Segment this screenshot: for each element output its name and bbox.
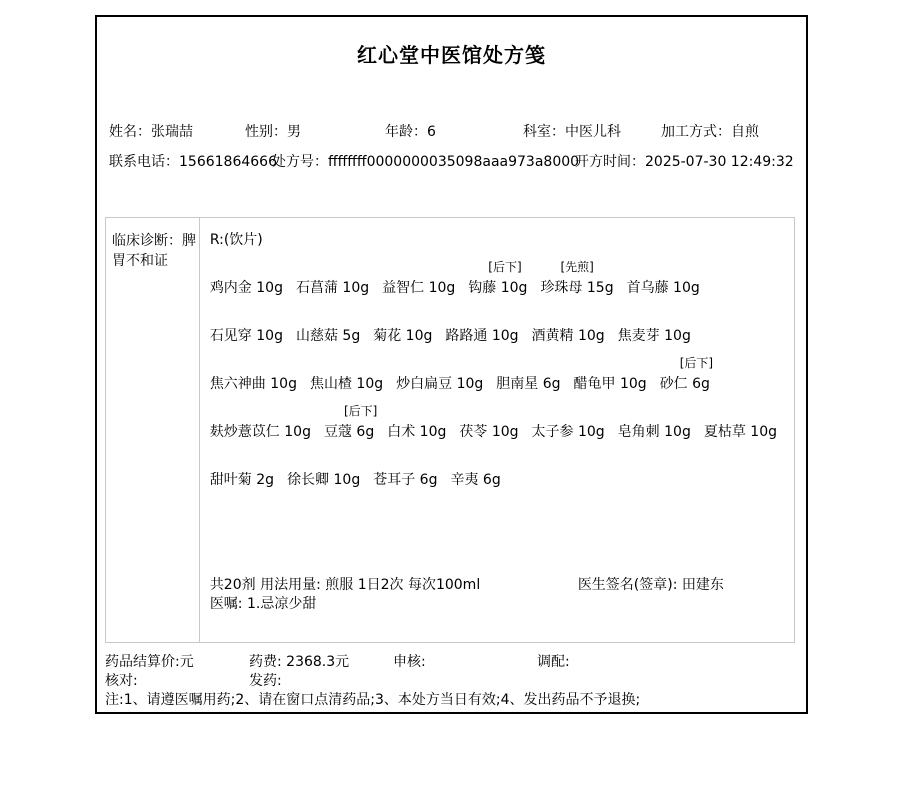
herb-item: 醋龟甲 10g — [573, 376, 647, 392]
prescription-sheet — [95, 15, 808, 714]
info-field — [661, 121, 759, 141]
info-label: 年龄： — [385, 124, 427, 140]
info-value: 2025-07-30 12:49:32 — [645, 154, 794, 170]
herb-item: 焦山楂 10g — [309, 376, 384, 392]
herb-item: 白术 10g — [387, 424, 447, 440]
herb-item: 徐长卿 10g — [287, 472, 361, 488]
issue-label: 发药: — [249, 673, 282, 689]
info-field — [245, 121, 301, 141]
herb-line — [209, 260, 790, 297]
herb-item: 石菖蒲 10g — [295, 280, 370, 296]
herb-item: 焦麦芽 10g — [617, 328, 691, 344]
info-label: 处方号： — [272, 154, 328, 170]
diagnosis-label: 临床诊断： — [112, 233, 182, 249]
medicine-fee — [249, 651, 349, 671]
herb-item: 路路通 10g — [445, 328, 519, 344]
herb-line — [210, 327, 790, 345]
usage-text: 共20剂 用法用量: 煎服 1日2次 每次100ml — [209, 577, 481, 593]
clinic-title: 红心堂中医馆处方笺 — [357, 43, 546, 67]
info-field — [109, 151, 277, 171]
medical-advice: 医嘱: 1.忌凉少甜 — [209, 596, 317, 612]
prescription-box — [105, 217, 795, 643]
herb-item: 皂角刺 10g — [617, 424, 691, 440]
herb-item: 苍耳子 6g — [373, 472, 438, 488]
herb-item: 菊花 10g — [373, 328, 433, 344]
check-label: 核对: — [105, 673, 138, 689]
herb-item: 砂仁 6g [后下] — [659, 356, 714, 392]
herb-lines — [209, 260, 790, 489]
info-field — [575, 151, 794, 171]
herb-decoction-note: [后下] — [679, 356, 714, 370]
info-value: 男 — [287, 124, 301, 140]
herb-item: 麸炒薏苡仁 10g — [209, 424, 311, 440]
info-field — [272, 151, 579, 171]
herb-item: 首乌藤 10g — [626, 280, 700, 296]
doctor-signature — [578, 576, 724, 595]
herb-item: 茯苓 10g — [459, 424, 519, 440]
herb-item: 辛夷 6g — [450, 472, 501, 488]
info-label: 联系电话： — [109, 154, 179, 170]
note-text: 注:1、请遵医嘱用药;2、请在窗口点清药品;3、本处方当日有效;4、发出药品不予退换; — [105, 692, 641, 708]
fee-value: 2368.3元 — [286, 654, 350, 670]
herb-item: 鸡内金 10g — [209, 280, 283, 296]
info-value: 张瑞喆 — [151, 124, 193, 140]
footer-note — [105, 689, 805, 709]
usage-block — [210, 576, 790, 614]
prescription-content — [200, 218, 794, 642]
herb-decoction-note: [后下] — [343, 404, 378, 418]
herb-item: 夏枯草 10g — [703, 424, 777, 440]
herb-line — [209, 404, 790, 441]
review-label: 申核: — [393, 654, 426, 670]
herb-item: 焦六神曲 10g — [209, 376, 297, 392]
herb-item: 炒白扁豆 10g — [396, 376, 484, 392]
usage-line — [210, 576, 790, 595]
rx-header: R:(饮片) — [209, 232, 263, 248]
info-value: 自煎 — [731, 124, 759, 140]
info-value: 6 — [427, 124, 436, 140]
patient-info-row-1 — [97, 121, 806, 141]
info-value: ffffffff0000000035098aaa973a8000 — [328, 154, 580, 170]
herb-item: 酒黄精 10g — [531, 328, 605, 344]
footer — [105, 651, 805, 709]
info-field — [523, 121, 621, 141]
info-field — [385, 121, 436, 141]
info-label: 加工方式： — [661, 124, 731, 140]
settlement-price-label: 药品结算价:元 — [105, 654, 194, 670]
info-value: 15661864666 — [179, 154, 277, 170]
info-label: 开方时间： — [575, 154, 645, 170]
herb-item: 石见穿 10g — [209, 328, 283, 344]
herb-decoction-note: [先煎] — [560, 260, 594, 274]
herb-item: 益智仁 10g — [382, 280, 456, 296]
herb-item: 甜叶菊 2g — [209, 472, 275, 488]
herb-item: 山慈菇 5g — [295, 328, 361, 344]
info-label: 科室： — [523, 124, 565, 140]
herb-decoction-note: [后下] — [488, 260, 522, 274]
footer-row-2 — [105, 670, 805, 689]
patient-info-row-2 — [97, 151, 806, 171]
clinical-diagnosis-cell — [106, 218, 200, 642]
info-label: 姓名： — [109, 124, 151, 140]
doctor-name: 田建东 — [681, 577, 724, 593]
herb-item: 珍珠母 15g [先煎] — [540, 260, 614, 296]
diagnosis-value: 脾胃不和证 — [112, 233, 196, 269]
herb-item: 胆南星 6g — [496, 376, 561, 392]
doctor-signature-label: 医生签名(签章): — [577, 577, 682, 593]
herb-line — [209, 356, 790, 393]
info-label: 性别： — [245, 124, 287, 140]
fee-label: 药费: — [249, 654, 287, 670]
herb-line — [210, 471, 790, 489]
dispense-label: 调配: — [537, 654, 570, 670]
info-value: 中医儿科 — [565, 124, 621, 140]
info-field — [109, 121, 193, 141]
herb-item: 豆蔻 6g [后下] — [323, 404, 378, 440]
herb-item: 太子参 10g — [531, 424, 605, 440]
footer-row-1 — [105, 651, 805, 670]
herb-item: 钩藤 10g [后下] — [468, 260, 528, 296]
